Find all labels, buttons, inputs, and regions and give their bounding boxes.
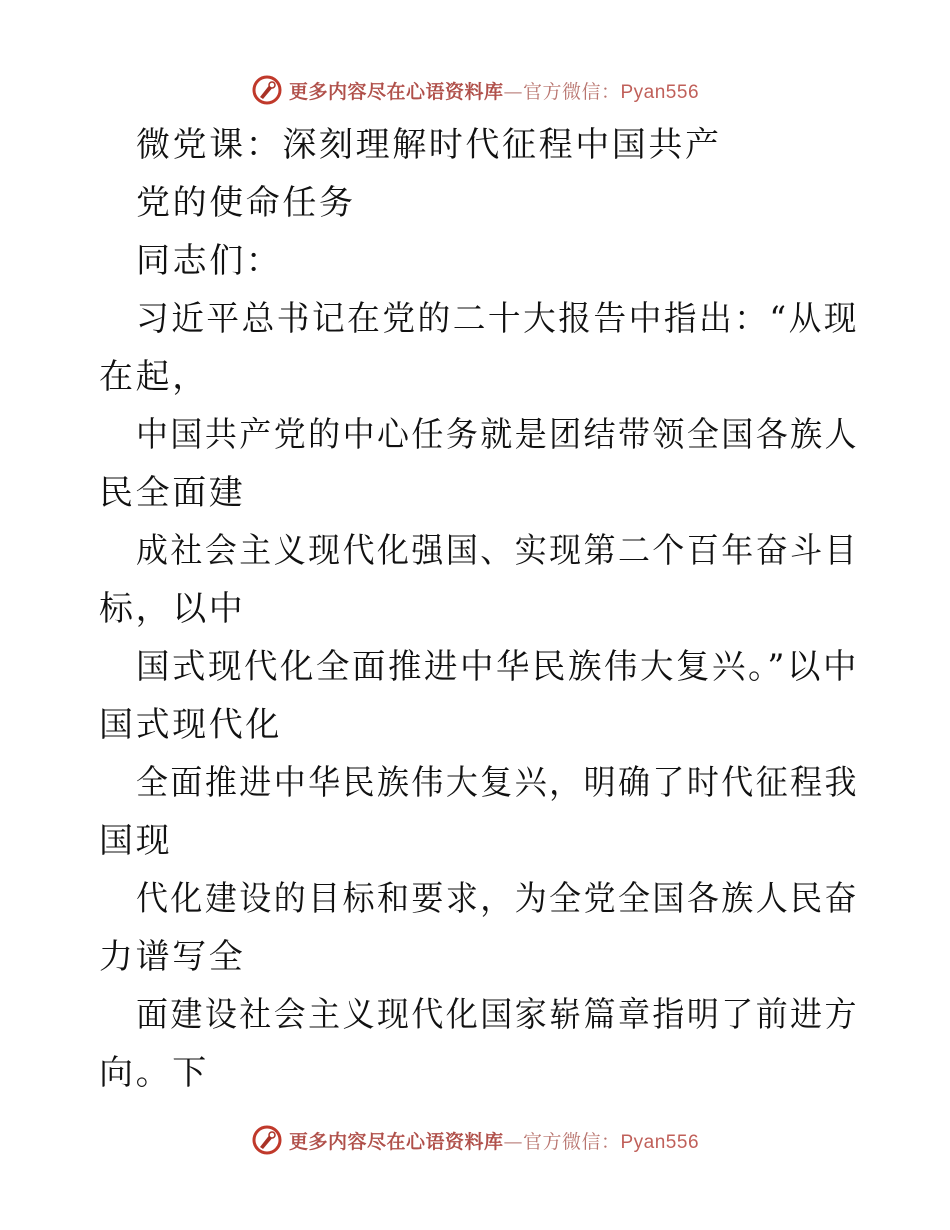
text-line	[99, 754, 859, 812]
text-line	[99, 174, 859, 232]
text-line	[99, 638, 859, 696]
text-line	[99, 812, 859, 870]
text-line-content: 力谱写全	[99, 937, 246, 977]
text-line-content: 国现	[99, 821, 173, 861]
watermark-text	[289, 1127, 699, 1154]
text-line	[99, 116, 859, 174]
text-line-content: 国式现代化	[99, 705, 282, 745]
text-line	[99, 464, 859, 522]
text-line-content: 党的使命任务	[136, 183, 356, 223]
watermark-dash: —	[503, 1130, 523, 1153]
watermark-text	[289, 77, 699, 104]
text-line	[99, 522, 859, 580]
text-line-content: 同志们：	[136, 241, 283, 281]
text-line-content: 成社会主义现代化强国、实现第二个百年奋斗目	[136, 531, 859, 571]
footer-watermark	[0, 1120, 950, 1160]
watermark-id: Pyan556	[620, 1131, 700, 1153]
watermark-sub: 官方微信：	[522, 1130, 621, 1153]
header-watermark	[0, 70, 950, 110]
brand-logo-icon	[251, 1124, 283, 1156]
text-line-content: 代化建设的目标和要求，为全党全国各族人民奋	[136, 879, 859, 919]
text-line-content: 民全面建	[99, 473, 246, 513]
text-line-content: 全面推进中华民族伟大复兴，明确了时代征程我	[136, 763, 859, 803]
text-line	[99, 406, 859, 464]
text-line	[99, 928, 859, 986]
text-line-content: 习近平总书记在党的二十大报告中指出：“从现	[136, 299, 859, 339]
watermark-dash: —	[503, 80, 523, 103]
text-line	[99, 986, 859, 1044]
text-line-content: 向。下	[99, 1053, 209, 1093]
text-line-content: 微党课：深刻理解时代征程中国共产	[136, 125, 722, 165]
watermark-id: Pyan556	[620, 81, 700, 103]
watermark-main: 更多内容尽在心语资料库	[288, 80, 504, 103]
text-line	[99, 290, 859, 348]
text-line	[99, 348, 859, 406]
text-line-content: 面建设社会主义现代化国家崭篇章指明了前进方	[136, 995, 859, 1035]
text-line-content: 中国共产党的中心任务就是团结带领全国各族人	[136, 415, 859, 455]
text-line	[99, 870, 859, 928]
text-line	[99, 580, 859, 638]
text-line	[99, 1044, 859, 1102]
text-line-content: 标，以中	[99, 589, 246, 629]
brand-logo-icon	[251, 74, 283, 106]
watermark-main: 更多内容尽在心语资料库	[288, 1130, 504, 1153]
text-line-content: 国式现代化全面推进中华民族伟大复兴。”以中	[136, 647, 859, 687]
text-line	[99, 232, 859, 290]
watermark-sub: 官方微信：	[522, 80, 621, 103]
document-body	[99, 116, 859, 1102]
text-line	[99, 696, 859, 754]
text-line-content: 在起，	[99, 357, 209, 397]
